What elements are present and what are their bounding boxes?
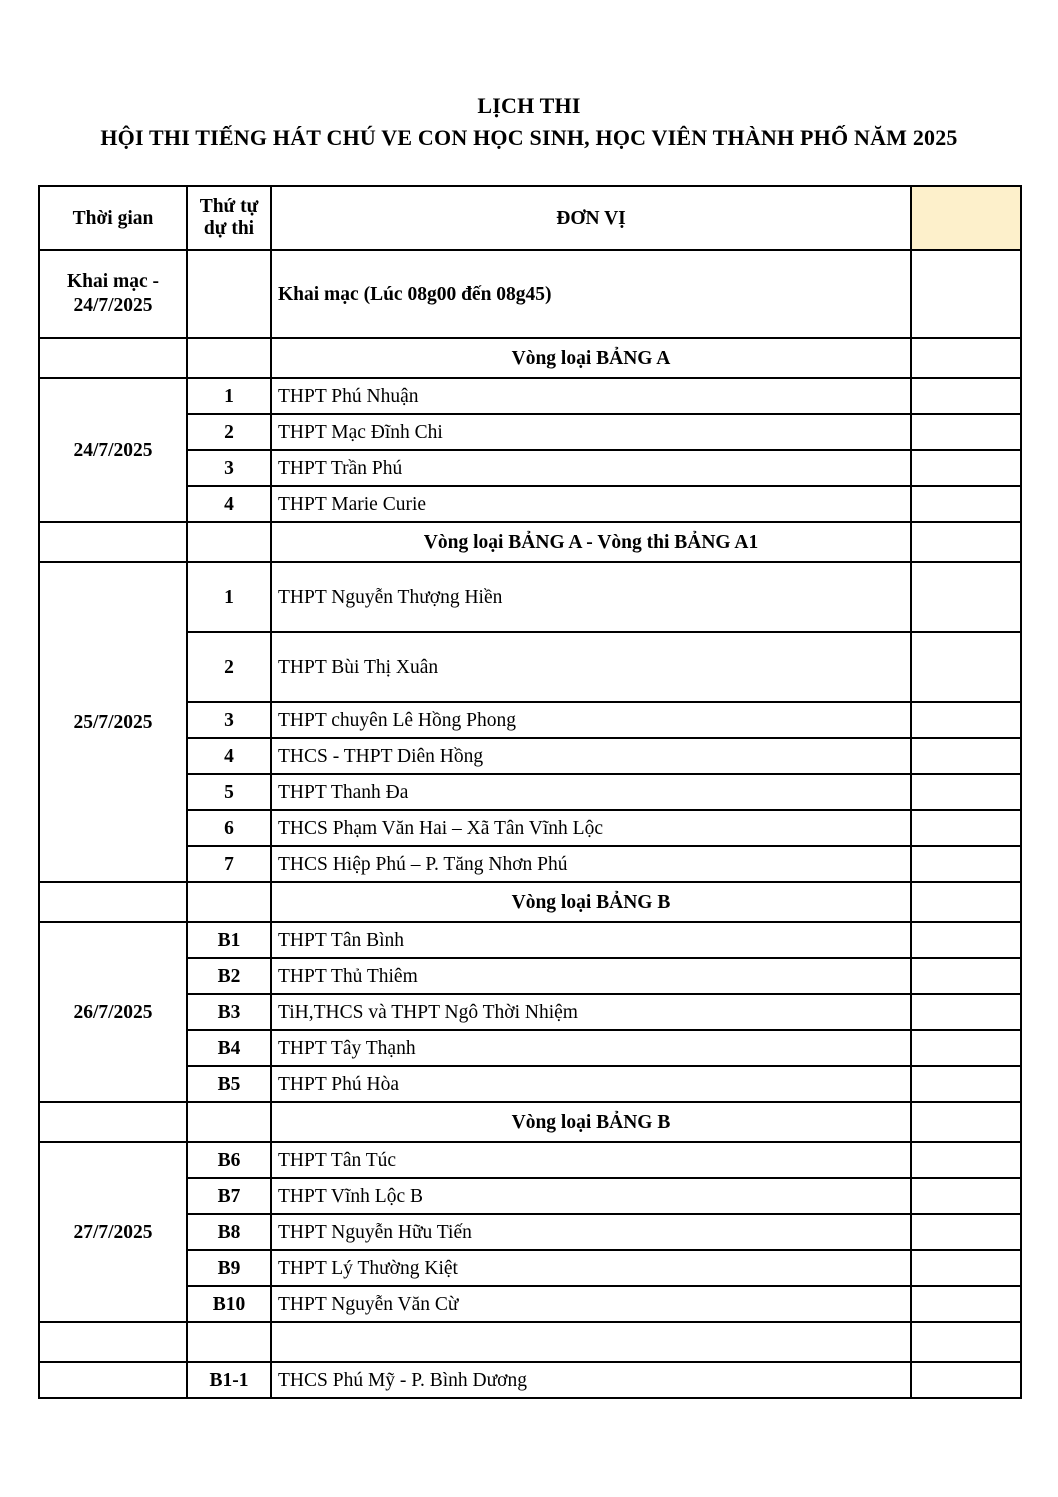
section-heading-spacer-order <box>187 882 271 922</box>
table-row <box>39 994 1021 1030</box>
unit-cell: THCS - THPT Diên Hồng <box>271 738 911 774</box>
extra-cell <box>911 632 1021 702</box>
table-row <box>39 846 1021 882</box>
extra-cell <box>911 378 1021 414</box>
table-row <box>39 1362 1021 1398</box>
schedule-table-wrapper <box>38 185 1020 1399</box>
page-subtitle: HỘI THI TIẾNG HÁT CHÚ VE CON HỌC SINH, HỌC VIÊN THÀNH PHỐ NĂM 2025 <box>100 124 958 150</box>
extra-cell <box>911 486 1021 522</box>
unit-cell: THPT Nguyễn Thượng Hiền <box>271 562 911 632</box>
extra-cell <box>911 1286 1021 1322</box>
column-header-extra <box>911 186 1021 250</box>
section-heading-row <box>39 1322 1021 1362</box>
table-row <box>39 1178 1021 1214</box>
table-row <box>39 1066 1021 1102</box>
order-cell: B9 <box>187 1250 271 1286</box>
table-header-row <box>39 186 1021 250</box>
table-row <box>39 1142 1021 1178</box>
extra-cell <box>911 1362 1021 1398</box>
order-cell: B6 <box>187 1142 271 1178</box>
section-heading-row <box>39 882 1021 922</box>
section-heading-row <box>39 338 1021 378</box>
opening-date-cell <box>39 250 187 338</box>
table-row <box>39 1030 1021 1066</box>
table-row <box>39 958 1021 994</box>
column-header-unit: ĐƠN VỊ <box>271 186 911 250</box>
table-row <box>39 378 1021 414</box>
table-row <box>39 414 1021 450</box>
unit-cell: THPT Tân Bình <box>271 922 911 958</box>
opening-ceremony-row <box>39 250 1021 338</box>
schedule-table-body <box>39 186 1021 1398</box>
section-heading-spacer-extra <box>911 522 1021 562</box>
order-cell: B4 <box>187 1030 271 1066</box>
extra-cell <box>911 702 1021 738</box>
section-heading-spacer-extra <box>911 882 1021 922</box>
order-cell: 3 <box>187 702 271 738</box>
order-cell: 6 <box>187 810 271 846</box>
column-header-order-line2: dự thi <box>203 218 255 240</box>
order-cell: B3 <box>187 994 271 1030</box>
table-row <box>39 450 1021 486</box>
column-header-order <box>187 186 271 250</box>
unit-cell: THCS Phú Mỹ - P. Bình Dương <box>271 1362 911 1398</box>
extra-cell <box>911 958 1021 994</box>
section-heading-spacer-order <box>187 522 271 562</box>
column-header-order-line1: Thứ tự <box>199 195 259 217</box>
section-heading-row <box>39 1102 1021 1142</box>
order-cell: 4 <box>187 738 271 774</box>
opening-order-cell <box>187 250 271 338</box>
order-cell: 4 <box>187 486 271 522</box>
unit-cell: THCS Hiệp Phú – P. Tăng Nhơn Phú <box>271 846 911 882</box>
order-cell: 1 <box>187 378 271 414</box>
order-cell: B1-1 <box>187 1362 271 1398</box>
extra-cell <box>911 1030 1021 1066</box>
order-cell: B1 <box>187 922 271 958</box>
order-cell: B8 <box>187 1214 271 1250</box>
table-row <box>39 810 1021 846</box>
schedule-table <box>38 185 1022 1399</box>
date-cell <box>39 1362 187 1398</box>
table-row <box>39 632 1021 702</box>
order-cell: B10 <box>187 1286 271 1322</box>
extra-cell <box>911 922 1021 958</box>
opening-text-cell: Khai mạc (Lúc 08g00 đến 08g45) <box>271 250 911 338</box>
extra-cell <box>911 414 1021 450</box>
table-row <box>39 1214 1021 1250</box>
unit-cell: THPT chuyên Lê Hồng Phong <box>271 702 911 738</box>
table-row <box>39 1250 1021 1286</box>
table-row <box>39 774 1021 810</box>
extra-cell <box>911 562 1021 632</box>
unit-cell: THPT Thủ Thiêm <box>271 958 911 994</box>
table-row <box>39 1286 1021 1322</box>
date-cell: 26/7/2025 <box>39 922 187 1102</box>
order-cell: 2 <box>187 414 271 450</box>
section-heading-spacer-extra <box>911 338 1021 378</box>
extra-cell <box>911 774 1021 810</box>
unit-cell: THPT Trần Phú <box>271 450 911 486</box>
extra-cell <box>911 846 1021 882</box>
section-heading-spacer-time <box>39 338 187 378</box>
unit-cell: THCS Phạm Văn Hai – Xã Tân Vĩnh Lộc <box>271 810 911 846</box>
table-row <box>39 738 1021 774</box>
unit-cell: THPT Nguyễn Hữu Tiến <box>271 1214 911 1250</box>
extra-cell <box>911 450 1021 486</box>
order-cell: 3 <box>187 450 271 486</box>
unit-cell: TiH,THCS và THPT Ngô Thời Nhiệm <box>271 994 911 1030</box>
opening-date-line1: Khai mạc - <box>66 270 160 292</box>
section-heading-label <box>271 1322 911 1362</box>
extra-cell <box>911 1250 1021 1286</box>
unit-cell: THPT Vĩnh Lộc B <box>271 1178 911 1214</box>
unit-cell: THPT Lý Thường Kiệt <box>271 1250 911 1286</box>
date-cell: 24/7/2025 <box>39 378 187 522</box>
section-heading-label: Vòng loại BẢNG A - Vòng thi BẢNG A1 <box>271 522 911 562</box>
unit-cell: THPT Thanh Đa <box>271 774 911 810</box>
table-row <box>39 702 1021 738</box>
unit-cell: THPT Nguyễn Văn Cừ <box>271 1286 911 1322</box>
column-header-time: Thời gian <box>39 186 187 250</box>
section-heading-spacer-time <box>39 1322 187 1362</box>
unit-cell: THPT Phú Nhuận <box>271 378 911 414</box>
extra-cell <box>911 810 1021 846</box>
page-title: LỊCH THI <box>477 93 581 118</box>
order-cell: 1 <box>187 562 271 632</box>
order-cell: B2 <box>187 958 271 994</box>
unit-cell: THPT Marie Curie <box>271 486 911 522</box>
table-row <box>39 486 1021 522</box>
section-heading-spacer-time <box>39 522 187 562</box>
table-row <box>39 922 1021 958</box>
table-row <box>39 562 1021 632</box>
opening-extra-cell <box>911 250 1021 338</box>
extra-cell <box>911 738 1021 774</box>
section-heading-spacer-order <box>187 1102 271 1142</box>
section-heading-spacer-extra <box>911 1322 1021 1362</box>
date-cell: 27/7/2025 <box>39 1142 187 1322</box>
section-heading-label: Vòng loại BẢNG A <box>271 338 911 378</box>
section-heading-label: Vòng loại BẢNG B <box>271 882 911 922</box>
section-heading-row <box>39 522 1021 562</box>
unit-cell: THPT Tân Túc <box>271 1142 911 1178</box>
extra-cell <box>911 1142 1021 1178</box>
order-cell: 7 <box>187 846 271 882</box>
document-title-block <box>0 0 1058 153</box>
order-cell: 2 <box>187 632 271 702</box>
section-heading-spacer-extra <box>911 1102 1021 1142</box>
extra-cell <box>911 1066 1021 1102</box>
unit-cell: THPT Tây Thạnh <box>271 1030 911 1066</box>
opening-date-line2: 24/7/2025 <box>73 295 153 317</box>
order-cell: B7 <box>187 1178 271 1214</box>
order-cell: B5 <box>187 1066 271 1102</box>
section-heading-spacer-order <box>187 338 271 378</box>
date-cell: 25/7/2025 <box>39 562 187 882</box>
unit-cell: THPT Mạc Đĩnh Chi <box>271 414 911 450</box>
order-cell: 5 <box>187 774 271 810</box>
extra-cell <box>911 1214 1021 1250</box>
section-heading-label: Vòng loại BẢNG B <box>271 1102 911 1142</box>
unit-cell: THPT Phú Hòa <box>271 1066 911 1102</box>
extra-cell <box>911 1178 1021 1214</box>
section-heading-spacer-order <box>187 1322 271 1362</box>
unit-cell: THPT Bùi Thị Xuân <box>271 632 911 702</box>
section-heading-spacer-time <box>39 1102 187 1142</box>
section-heading-spacer-time <box>39 882 187 922</box>
extra-cell <box>911 994 1021 1030</box>
